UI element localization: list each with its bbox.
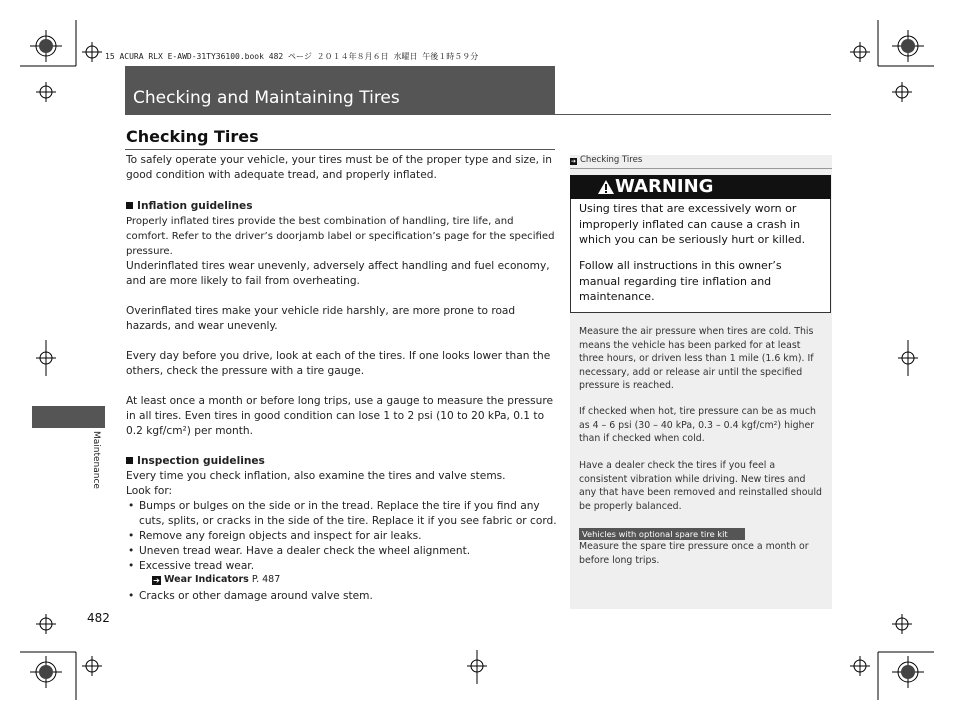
- inspection-p1: Every time you check inflation, also examine the tires and valve stems.: [126, 470, 506, 482]
- square-bullet-icon: [126, 202, 133, 209]
- square-bullet-icon: [126, 457, 133, 464]
- heading-rule: [125, 149, 555, 150]
- page-number: 482: [87, 611, 110, 625]
- warning-triangle-icon: [598, 180, 614, 194]
- sidebar-note-1: Measure the air pressure when tires are cold. This means the vehicle has been parked for at least three hours, or driven less than 1 mile (1.6 km). If necessary, add or release air until the specified pressure is reached.: [579, 326, 814, 391]
- inflation-subhead: [126, 199, 556, 214]
- bullet-dot: •: [128, 545, 135, 557]
- ref-page: P. 487: [251, 574, 281, 585]
- inflation-p5: At least once a month or before long trips, use a gauge to measure the pressure in all tires. Even tires in good condition can lose 1 to 2 psi (10 to 20 kPa, 0.1 to 0.2 kgf/cm²) per month.: [126, 395, 554, 437]
- title-rule: [125, 114, 831, 115]
- look-for: Look for:: [126, 485, 173, 497]
- inspection-title: Inspection guidelines: [137, 455, 265, 467]
- wear-indicators-link[interactable]: [152, 574, 280, 585]
- ref-label: Wear Indicators: [164, 574, 249, 585]
- spare-kit-tag: Vehicles with optional spare tire kit: [579, 528, 745, 540]
- warning-title: WARNING: [615, 176, 714, 197]
- list-item: Remove any foreign objects and inspect for air leaks.: [139, 530, 422, 542]
- bullet-dot: •: [128, 530, 135, 542]
- list-item: Uneven tread wear. Have a dealer check the wheel alignment.: [139, 545, 471, 557]
- sidebar-note-4: Measure the spare tire pressure once a month or before long trips.: [579, 541, 809, 566]
- list-item: Bumps or bulges on the side or in the tread. Replace the tire if you find any cuts, splits, or cracks in the side of the tire. Replace it if you see fabric or cord.: [139, 500, 557, 527]
- arrow-right-icon: ➔: [570, 158, 577, 165]
- warning-text-2: Follow all instructions in this owner’s manual regarding tire inflation and maintenance.: [579, 259, 782, 303]
- sidebar-head: [570, 155, 642, 165]
- sidebar-head-label: Checking Tires: [580, 155, 643, 165]
- sidebar-note-2: If checked when hot, tire pressure can be as much as 4 – 6 psi (30 – 40 kPa, 0.3 – 0.4 kgf/cm²) higher than if checked when cold.: [579, 406, 816, 444]
- sidebar-note-3: Have a dealer check the tires if you feel a consistent vibration while driving. New tires and any that have been removed and reinstalled should be properly balanced.: [579, 460, 823, 512]
- arrow-right-icon: ➔: [153, 576, 160, 585]
- list-item: Excessive tread wear.: [139, 560, 255, 572]
- print-header-line: 15 ACURA RLX E-AWD-31TY36100.book 482 ページ ２０１４年８月６日 水曜日 午後１時５９分: [105, 52, 479, 61]
- bullet-dot: •: [128, 500, 135, 512]
- chapter-tab: [32, 406, 105, 428]
- inflation-p2: Underinflated tires wear unevenly, adversely affect handling and fuel economy, and are more likely to fail from overheating.: [126, 260, 550, 287]
- inflation-p4: Every day before you drive, look at each of the tires. If one looks lower than the others, check the pressure with a tire gauge.: [126, 350, 551, 377]
- inflation-p3: Overinflated tires make your vehicle ride harshly, are more prone to road hazards, and wear unevenly.: [126, 305, 516, 332]
- chapter-label: Maintenance: [91, 431, 101, 489]
- intro-paragraph: To safely operate your vehicle, your tires must be of the proper type and size, in good condition with adequate tread, and properly inflated.: [126, 154, 553, 181]
- bullet-dot: •: [128, 560, 135, 572]
- list-item: Cracks or other damage around valve stem.: [139, 590, 373, 602]
- inspection-subhead: [126, 454, 556, 469]
- inflation-p1: Properly inflated tires provide the best combination of handling, tire life, and comfort. Refer to the driver’s doorjamb label or specification’s page for the specified pressure.: [126, 216, 555, 257]
- warning-text-1: Using tires that are excessively worn or improperly inflated can cause a crash in which you can be seriously hurt or killed.: [579, 202, 806, 246]
- section-title: Checking and Maintaining Tires: [133, 88, 400, 108]
- inflation-title: Inflation guidelines: [137, 200, 253, 212]
- page-heading: Checking Tires: [126, 127, 259, 146]
- sidebar-head-rule: [570, 168, 832, 169]
- bullet-dot: •: [128, 590, 135, 602]
